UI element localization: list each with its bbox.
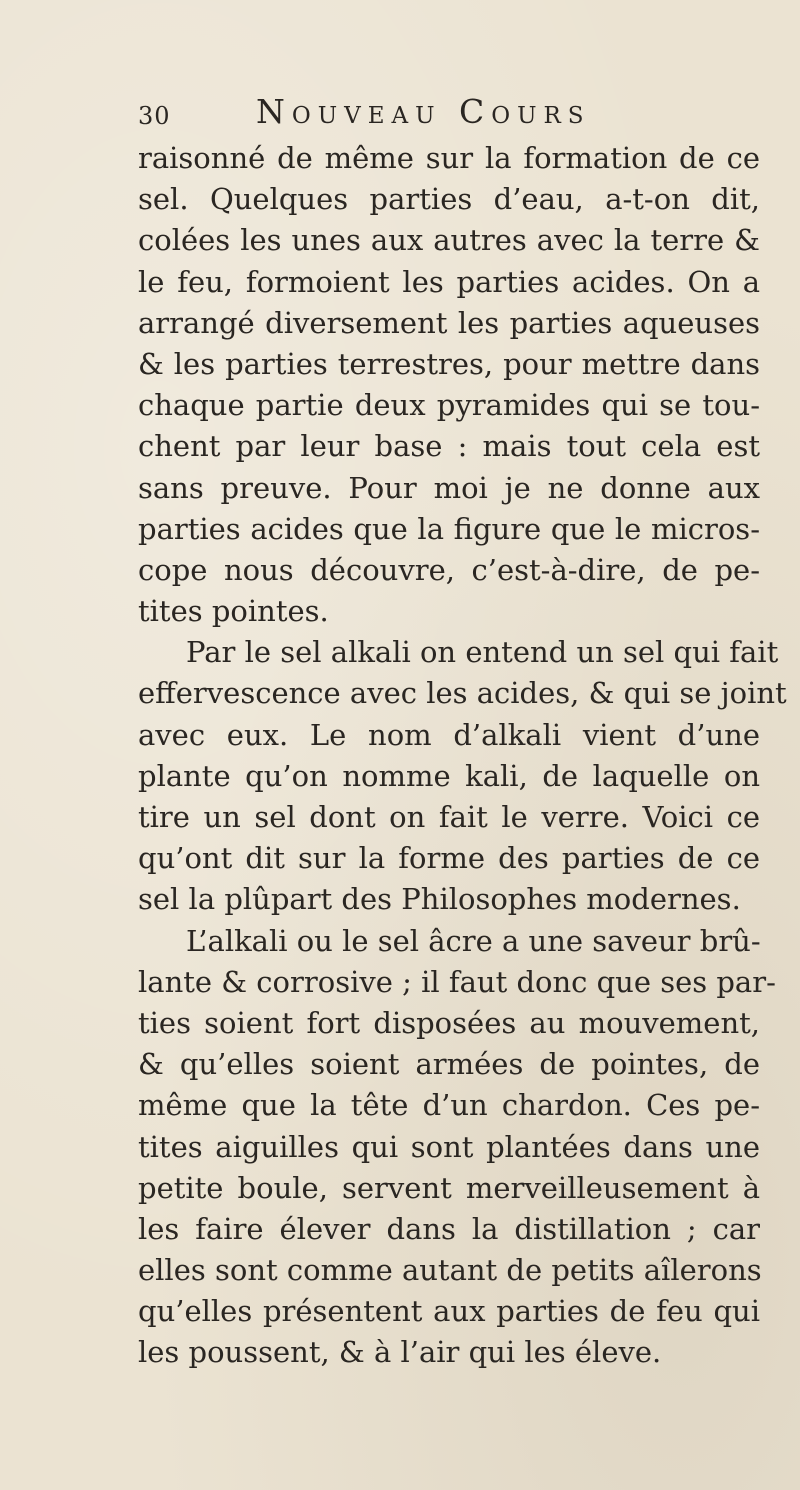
text-line: chaque partie deux pyramides qui se tou-: [138, 388, 760, 423]
text-line: elles sont comme autant de petits aîlerons: [138, 1253, 762, 1288]
page-header: [138, 92, 758, 132]
text-line: les poussent, & à l’air qui les éleve.: [138, 1335, 662, 1370]
text-line: lante & corrosive ; il faut donc que ses par-: [138, 964, 776, 999]
text-line: qu’ont dit sur la forme des parties de ce: [138, 841, 760, 876]
text-line: arrangé diversement les parties aqueuses: [138, 305, 760, 340]
text-line: avec eux. Le nom d’alkali vient d’une: [138, 717, 760, 752]
text-line: sans preuve. Pour moi je ne donne aux: [138, 470, 760, 505]
text-line: Par le sel alkali on entend un sel qui fait: [186, 635, 779, 670]
text-line: sel. Quelques parties d’eau, a-t-on dit,: [138, 182, 760, 217]
page-number: 30: [138, 102, 171, 130]
text-line: sel la plûpart des Philosophes modernes.: [138, 882, 741, 917]
text-line: effervescence avec les acides, & qui se joint: [138, 676, 787, 711]
text-line: colées les unes aux autres avec la terre &: [138, 223, 760, 258]
text-line: tites pointes.: [138, 594, 329, 629]
running-head: Nouveau Cours: [256, 92, 591, 131]
text-line: les faire élever dans la distillation ; car: [138, 1211, 760, 1246]
text-line: & qu’elles soient armées de pointes, de: [138, 1047, 760, 1082]
text-line: & les parties terrestres, pour mettre dans: [138, 346, 760, 381]
text-line: tites aiguilles qui sont plantées dans une: [138, 1129, 760, 1164]
text-line: ties soient fort disposées au mouvement,: [138, 1005, 760, 1040]
text-line: tire un sel dont on fait le verre. Voici ce: [138, 800, 760, 834]
text-line: parties acides que la figure que le micros-: [138, 511, 760, 546]
text-line: L’alkali ou le sel âcre a une saveur brû-: [186, 923, 761, 958]
text-line: le feu, formoient les parties acides. On a: [138, 264, 760, 299]
text-line: plante qu’on nomme kali, de laquelle on: [138, 758, 760, 793]
text-line: raisonné de même sur la formation de ce: [138, 141, 760, 175]
text-line: chent par leur base : mais tout cela est: [138, 429, 760, 464]
text-line: qu’elles présentent aux parties de feu qui: [138, 1294, 760, 1329]
text-line: même que la tête d’un chardon. Ces pe-: [138, 1088, 760, 1123]
text-line: petite boule, servent merveilleusement à: [138, 1170, 760, 1205]
body-text: [138, 138, 787, 1374]
text-line: cope nous découvre, c’est-à-dire, de pe-: [138, 552, 760, 587]
